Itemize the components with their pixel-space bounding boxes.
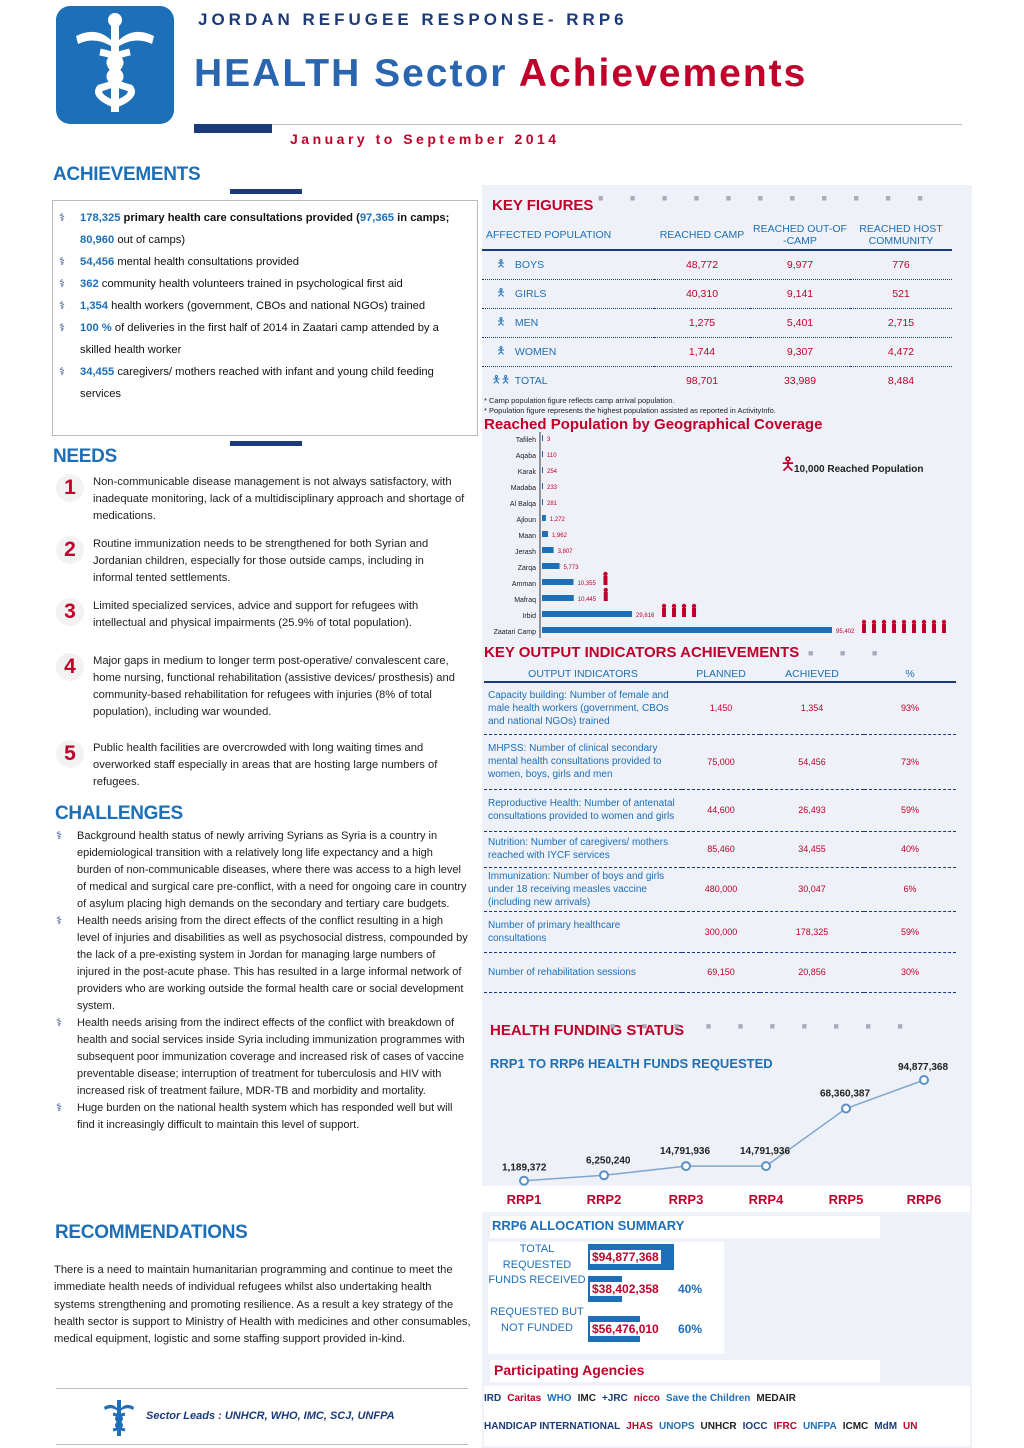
cell-host: 2,715 xyxy=(850,308,952,337)
footer-bottom-divider xyxy=(56,1444,468,1445)
recommendations-text: There is a need to maintain humanitarian programming and continue to meet the immediate health needs of individual refugees whilst also undertaking health systems strengthening and promoting resilience. As a result a key strategy of the health sector is support to Ministry of Health with medicines and other consumables, medical equipment, logistic and some staffing support provided in-kind. xyxy=(54,1264,471,1346)
geo-value-label: 95,402 xyxy=(836,629,855,635)
geo-chart-heading: Reached Population by Geographical Coverage xyxy=(484,416,823,433)
geo-value-label: 1,962 xyxy=(551,533,567,539)
geo-category-label: Tafileh xyxy=(515,437,536,444)
funds-line-chart xyxy=(482,1050,970,1212)
funds-value-label: 94,877,368 xyxy=(898,1062,949,1073)
cell-out-of-camp: 9,977 xyxy=(750,250,850,279)
cell-achieved: 1,354 xyxy=(760,682,864,734)
footer-divider xyxy=(56,1388,468,1389)
cell-planned: 1,450 xyxy=(682,682,760,734)
cell-percent: 93% xyxy=(864,682,956,734)
geo-bar xyxy=(542,483,543,489)
cell-achieved: 178,325 xyxy=(760,911,864,952)
col-reached-camp: REACHED CAMP xyxy=(654,220,750,250)
funds-category-label: RRP1 xyxy=(506,1192,542,1207)
geo-bar xyxy=(542,595,574,601)
funds-category-label: RRP3 xyxy=(668,1192,704,1207)
caduceus-bullet-icon: ⚕ xyxy=(56,915,62,927)
alloc-label-unfunded: REQUESTED BUT NOT FUNDED xyxy=(490,1306,584,1334)
cell-achieved: 30,047 xyxy=(760,867,864,911)
funds-value-label: 6,250,240 xyxy=(586,1155,631,1167)
alloc-pct-unfunded: 60% xyxy=(678,1322,703,1336)
decorative-dots: ■ ■ ■ xyxy=(808,648,890,658)
geo-category-label: Al Balqa xyxy=(509,501,536,508)
need-number: 2 xyxy=(56,536,84,564)
table-row xyxy=(484,734,956,789)
cell-planned: 44,600 xyxy=(682,789,760,831)
person-icon xyxy=(912,624,916,633)
row-label: TOTAL xyxy=(514,374,548,387)
funds-category-label: RRP6 xyxy=(906,1192,942,1207)
funds-category-label: RRP2 xyxy=(586,1192,622,1207)
person-icon xyxy=(604,592,608,601)
agency-logo: nicco xyxy=(633,1393,660,1405)
agency-logo: WHO xyxy=(547,1393,572,1405)
agency-logo: IFRC xyxy=(773,1421,797,1433)
geo-category-label: Maan xyxy=(518,533,536,540)
person-icon xyxy=(942,624,946,633)
person-icon xyxy=(682,608,686,617)
man-icon: 🯅 xyxy=(496,315,506,328)
geo-category-label: Jerash xyxy=(514,549,536,556)
agency-logo: UNHCR xyxy=(700,1421,737,1433)
funds-point xyxy=(920,1076,928,1084)
funds-value-label: 14,791,936 xyxy=(660,1146,711,1158)
table-row xyxy=(482,279,952,308)
agency-logos-row-2 xyxy=(484,1414,970,1442)
caduceus-bullet-icon: ⚕ xyxy=(59,278,65,290)
col-reached-out-of-camp: REACHED OUT-OF -CAMP xyxy=(750,220,850,250)
geo-category-label: Zaatari Camp xyxy=(493,629,536,636)
col-output-indicators: OUTPUT INDICATORS xyxy=(484,666,682,682)
agency-logo: Caritas xyxy=(507,1393,542,1405)
challenges-list xyxy=(56,828,468,1134)
person-icon xyxy=(692,604,696,608)
agency-logo: IRD xyxy=(484,1393,502,1405)
need-text: Limited specialized services, advice and support for refugees with intellectual and physical impairments (25.9% of total population). xyxy=(93,600,419,629)
need-item-3 xyxy=(56,598,466,632)
person-legend-icon: 🯅 xyxy=(780,454,796,474)
funds-point xyxy=(762,1162,770,1170)
cell-indicator: Immunization: Number of boys and girls under 18 receiving measles vaccine (including new arrivals) xyxy=(484,867,682,911)
funds-chart-title: RRP1 TO RRP6 HEALTH FUNDS REQUESTED xyxy=(490,1056,773,1071)
need-text: Routine immunization needs to be strengthened for both Syrian and Jordanian children, especially for those outside camps, including in informal tented settlements. xyxy=(93,538,429,584)
need-text: Non-communicable disease management is not always satisfactory, with inadequate monitoring, lack of a multidisciplinary approach and shortage of medications. xyxy=(93,476,465,522)
col-planned: PLANNED xyxy=(682,666,760,682)
footnote-population: * Population figure represents the highest population assisted as reported in ActivityInfo. xyxy=(484,406,776,415)
needs-accent-bar xyxy=(230,441,302,446)
output-indicators-heading: KEY OUTPUT INDICATORS ACHIEVEMENTS xyxy=(484,644,800,661)
person-icon xyxy=(902,620,906,624)
cell-host: 776 xyxy=(850,250,952,279)
cell-camp: 1,744 xyxy=(654,337,750,366)
geo-value-label: 29,616 xyxy=(636,613,655,619)
family-icon: 🯅🯅 xyxy=(491,373,511,386)
geo-value-label: 5,773 xyxy=(563,565,579,571)
alloc-bar-total xyxy=(588,1244,674,1270)
funds-category-label: RRP4 xyxy=(748,1192,784,1207)
geo-bar xyxy=(542,451,543,457)
achievement-item: ⚕ 54,456 mental health consultations provided xyxy=(59,251,469,273)
person-icon xyxy=(912,620,916,624)
need-text: Public health facilities are overcrowded with long waiting times and overworked staff especially in areas that are hosting large numbers of refugees. xyxy=(93,742,438,788)
agency-logo: MdM xyxy=(874,1421,898,1433)
person-icon xyxy=(692,608,696,617)
geo-bar-chart xyxy=(482,430,970,638)
achievements-heading: ACHIEVEMENTS xyxy=(53,164,201,185)
cell-indicator: MHPSS: Number of clinical secondary mental health consultations provided to women, boys, girls and men xyxy=(484,734,682,789)
cell-camp: 48,772 xyxy=(654,250,750,279)
person-icon xyxy=(932,624,936,633)
cell-indicator: Number of rehabilitation sessions xyxy=(484,952,682,992)
cell-planned: 75,000 xyxy=(682,734,760,789)
person-icon xyxy=(672,608,676,617)
header-supertitle: JORDAN REFUGEE RESPONSE- RRP6 xyxy=(198,10,628,29)
person-icon xyxy=(892,624,896,633)
agency-logo: +JRC xyxy=(601,1393,628,1405)
table-row xyxy=(484,682,956,734)
funds-value-label: 68,360,387 xyxy=(820,1088,871,1100)
cell-achieved: 26,493 xyxy=(760,789,864,831)
person-icon xyxy=(922,620,926,624)
report-period: January to September 2014 xyxy=(290,131,560,147)
table-row xyxy=(482,308,952,337)
agency-logo: Save the Children xyxy=(665,1393,751,1405)
achievement-item: ⚕ 362 community health volunteers trained in psychological first aid xyxy=(59,273,469,295)
agency-logo: MEDAIR xyxy=(756,1393,796,1405)
cell-achieved: 54,456 xyxy=(760,734,864,789)
caduceus-bullet-icon: ⚕ xyxy=(59,256,65,268)
geo-bar xyxy=(542,611,632,617)
recommendations-heading: RECOMMENDATIONS xyxy=(55,1222,248,1243)
geo-bar xyxy=(542,547,554,553)
geo-category-label: Zarqa xyxy=(517,565,536,572)
cell-indicator: Capacity building: Number of female and male health workers (government, CBOs and national NGOs) trained xyxy=(484,682,682,734)
person-icon xyxy=(902,624,906,633)
person-icon xyxy=(862,624,866,633)
girl-icon: 🯅 xyxy=(496,286,506,299)
geo-value-label: 233 xyxy=(547,485,558,491)
achievement-item: ⚕ 100 % of deliveries in the first half of 2014 in Zaatari camp attended by a skilled health worker xyxy=(59,317,469,361)
agency-logo: IOCC xyxy=(742,1421,768,1433)
cell-achieved: 20,856 xyxy=(760,952,864,992)
need-number: 4 xyxy=(56,653,84,681)
table-row xyxy=(484,831,956,867)
geo-value-label: 254 xyxy=(547,469,558,475)
table-row xyxy=(484,789,956,831)
funds-value-label: 1,189,372 xyxy=(502,1162,547,1174)
table-row xyxy=(484,952,956,992)
cell-camp: 40,310 xyxy=(654,279,750,308)
geo-chart-legend: 10,000 Reached Population xyxy=(794,464,924,475)
col-reached-host-community: REACHED HOST COMMUNITY xyxy=(850,220,952,250)
achievements-accent-bar xyxy=(230,189,302,194)
person-icon xyxy=(862,620,866,624)
caduceus-bullet-icon: ⚕ xyxy=(56,1102,62,1114)
table-row xyxy=(482,366,952,395)
row-label: GIRLS xyxy=(514,287,547,300)
achievement-item: ⚕ 178,325 primary health care consultations provided (97,365 in camps; 80,960 out of camps) xyxy=(59,207,469,251)
person-icon xyxy=(604,588,608,592)
cell-percent: 59% xyxy=(864,911,956,952)
cell-percent: 6% xyxy=(864,867,956,911)
header-accent-bar xyxy=(194,124,272,133)
achievements-box xyxy=(52,200,478,436)
agency-logo: JHAS xyxy=(626,1421,653,1433)
cell-planned: 85,460 xyxy=(682,831,760,867)
funding-heading: HEALTH FUNDING STATUS xyxy=(490,1022,685,1039)
caduceus-bullet-icon: ⚕ xyxy=(56,830,62,842)
cell-camp: 98,701 xyxy=(685,374,719,387)
geo-category-label: Mafraq xyxy=(514,597,536,604)
geo-category-label: Karak xyxy=(517,469,536,476)
woman-icon: 🯅 xyxy=(496,344,506,357)
challenge-item: ⚕ Huge burden on the national health system which has responded well but will find it increasingly difficult to maintain this level of support. xyxy=(56,1102,453,1131)
caduceus-bullet-icon: ⚕ xyxy=(59,300,65,312)
agency-logo: HANDICAP INTERNATIONAL xyxy=(484,1421,621,1433)
cell-planned: 69,150 xyxy=(682,952,760,992)
caduceus-bullet-icon: ⚕ xyxy=(59,366,65,378)
cell-percent: 73% xyxy=(864,734,956,789)
challenges-heading: CHALLENGES xyxy=(55,803,183,824)
alloc-pct-received: 40% xyxy=(678,1282,703,1296)
col-affected-population: AFFECTED POPULATION xyxy=(482,220,654,250)
person-icon xyxy=(872,624,876,633)
decorative-dots: ■ ■ ■ ■ ■ ■ ■ ■ ■ ■ xyxy=(610,1021,915,1031)
agencies-heading: Participating Agencies xyxy=(494,1362,645,1378)
funds-value-label: 14,791,936 xyxy=(740,1146,791,1158)
geo-bar xyxy=(542,467,543,473)
person-icon xyxy=(603,576,607,585)
need-item-1 xyxy=(56,474,466,525)
row-label: WOMEN xyxy=(514,345,557,358)
cell-host: 8,484 xyxy=(887,374,915,387)
funds-point xyxy=(682,1162,690,1170)
geo-bar xyxy=(542,531,548,537)
achievements-list xyxy=(53,201,477,405)
achievement-item: ⚕ 1,354 health workers (government, CBOs and national NGOs) trained xyxy=(59,295,469,317)
person-icon xyxy=(603,572,607,576)
funds-point xyxy=(842,1105,850,1113)
sector-leads: Sector Leads : UNHCR, WHO, IMC, SCJ, UNFPA xyxy=(146,1410,395,1422)
cell-indicator: Number of primary healthcare consultations xyxy=(484,911,682,952)
alloc-value-total: $94,877,368 xyxy=(592,1250,659,1264)
geo-bar xyxy=(542,627,832,633)
geo-category-label: Amman xyxy=(511,581,536,588)
geo-category-label: Irbid xyxy=(522,613,536,620)
need-number: 3 xyxy=(56,598,84,626)
challenge-item: ⚕ Background health status of newly arriving Syrians as Syria is a country in epidemiological transition with a relatively long life expectancy and a high burden of non-communicable diseases, where there was access to a high level of medical and surgical care pre-conflict, with a need for ongoing care in country of asylum placing high demands on the secondary and tertiary care budgets. xyxy=(56,830,467,910)
table-row xyxy=(482,337,952,366)
agency-logos-row-1 xyxy=(484,1386,970,1414)
boy-icon: 🯅 xyxy=(496,257,506,270)
geo-value-label: 10,355 xyxy=(577,581,596,587)
table-row xyxy=(484,867,956,911)
cell-indicator: Reproductive Health: Number of antenatal consultations provided to women and girls xyxy=(484,789,682,831)
geo-value-label: 1,272 xyxy=(549,517,565,523)
person-icon xyxy=(872,620,876,624)
cell-out-of-camp: 9,307 xyxy=(750,337,850,366)
funds-point xyxy=(520,1177,528,1185)
cell-out-of-camp: 9,141 xyxy=(750,279,850,308)
geo-category-label: Aqaba xyxy=(515,453,536,460)
alloc-value-received: $38,402,358 xyxy=(592,1282,659,1296)
agency-logos xyxy=(484,1386,970,1446)
person-icon xyxy=(892,620,896,624)
cell-percent: 59% xyxy=(864,789,956,831)
allocation-summary xyxy=(488,1242,724,1354)
output-indicators-table xyxy=(484,666,956,993)
cell-indicator: Nutrition: Number of caregivers/ mothers reached with IYCF services xyxy=(484,831,682,867)
challenge-item: ⚕ Health needs arising from the indirect effects of the conflict with breakdown of health and social services inside Syria including immunization programmes with subsequent poor immunization coverage and increased risk of cases of vaccine preventable disease; interruption of treatment for tuberculosis and HIV with increased risk of treatment failure, MDR-TB and morbidity and mortality. xyxy=(56,1017,465,1097)
col-achieved: ACHIEVED xyxy=(760,666,864,682)
caduceus-bullet-icon: ⚕ xyxy=(56,1017,62,1029)
alloc-value-unfunded: $56,476,010 xyxy=(592,1322,659,1336)
geo-category-label: Ajloun xyxy=(516,517,536,524)
funds-category-label: RRP5 xyxy=(828,1192,864,1207)
need-number: 5 xyxy=(56,740,84,768)
person-icon xyxy=(922,624,926,633)
achievement-item: ⚕ 34,455 caregivers/ mothers reached with infant and young child feeding services xyxy=(59,361,469,405)
need-item-5 xyxy=(56,740,466,791)
caduceus-bullet-icon: ⚕ xyxy=(59,322,65,334)
cell-out-of-camp: 5,401 xyxy=(750,308,850,337)
alloc-bar-received xyxy=(588,1276,659,1302)
agency-logo: UNFPA xyxy=(803,1421,837,1433)
decorative-dots: ■ ■ ■ ■ ■ ■ ■ ■ ■ ■ ■ xyxy=(598,193,935,203)
funds-point xyxy=(600,1171,608,1179)
key-figures-heading: KEY FIGURES xyxy=(492,197,594,214)
alloc-label-received: FUNDS RECEIVED xyxy=(488,1274,586,1286)
caduceus-small-icon xyxy=(102,1398,136,1438)
person-icon xyxy=(682,604,686,608)
funds-axis-bg xyxy=(482,1186,970,1212)
agency-logo: UNOPS xyxy=(658,1421,695,1433)
agency-logo: UN xyxy=(903,1421,918,1433)
table-row xyxy=(484,911,956,952)
cell-host: 521 xyxy=(850,279,952,308)
cell-planned: 480,000 xyxy=(682,867,760,911)
caduceus-bullet-icon: ⚕ xyxy=(59,212,65,224)
geo-value-label: 281 xyxy=(547,501,558,507)
geo-value-label: 110 xyxy=(547,453,557,459)
geo-value-label: 3 xyxy=(547,437,551,443)
header-divider xyxy=(194,124,962,125)
cell-planned: 300,000 xyxy=(682,911,760,952)
person-icon xyxy=(882,620,886,624)
page-title: HEALTH Sector Achievements xyxy=(194,52,808,95)
agency-logo: ICMC xyxy=(842,1421,869,1433)
geo-bar xyxy=(542,515,546,521)
challenge-item: ⚕ Health needs arising from the direct effects of the conflict resulting in a high level of injuries and disabilities as well as psychosocial distress, compounded by the lack of a pre-existing system in Jordan for managing large numbers of injured in the post-acute phase. This has resulted in a large informal network of providers who are working outside the formal health care or social development system. xyxy=(56,915,468,1012)
alloc-label-total: TOTAL REQUESTED xyxy=(502,1243,572,1271)
geo-bar xyxy=(542,435,543,441)
person-icon xyxy=(662,604,666,608)
geo-bar xyxy=(542,499,543,505)
row-label: BOYS xyxy=(514,258,545,271)
person-icon xyxy=(662,608,666,617)
table-row xyxy=(482,250,952,279)
geo-category-label: Madaba xyxy=(510,485,536,492)
caduceus-logo-icon xyxy=(56,6,174,124)
need-item-2 xyxy=(56,536,466,587)
row-label: MEN xyxy=(514,316,539,329)
alloc-bar-unfunded xyxy=(588,1316,659,1342)
cell-out-of-camp: 33,989 xyxy=(783,374,817,387)
cell-percent: 30% xyxy=(864,952,956,992)
cell-achieved: 34,455 xyxy=(760,831,864,867)
person-icon xyxy=(942,620,946,624)
needs-heading: NEEDS xyxy=(53,446,117,467)
person-icon xyxy=(672,604,676,608)
need-text: Major gaps in medium to longer term post-operative/ convalescent care, home nursing, functional rehabilitation (assistive devices/ prosthesis) and community-based rehabilitation for refugees with injuries (8% of total population), including war wounded. xyxy=(93,655,455,718)
person-icon xyxy=(882,624,886,633)
person-icon xyxy=(932,620,936,624)
agency-logo: IMC xyxy=(577,1393,596,1405)
col-percent: % xyxy=(864,666,956,682)
cell-camp: 1,275 xyxy=(654,308,750,337)
key-figures-table xyxy=(482,220,952,395)
geo-bar xyxy=(542,563,560,569)
need-number: 1 xyxy=(56,474,84,502)
cell-percent: 40% xyxy=(864,831,956,867)
geo-value-label: 3,807 xyxy=(557,549,573,555)
footnote-camp: * Camp population figure reflects camp arrival population. xyxy=(484,396,675,405)
alloc-heading: RRP6 ALLOCATION SUMMARY xyxy=(492,1218,685,1233)
cell-host: 4,472 xyxy=(850,337,952,366)
geo-bar xyxy=(542,579,573,585)
geo-value-label: 10,445 xyxy=(577,597,597,603)
need-item-4 xyxy=(56,653,466,721)
